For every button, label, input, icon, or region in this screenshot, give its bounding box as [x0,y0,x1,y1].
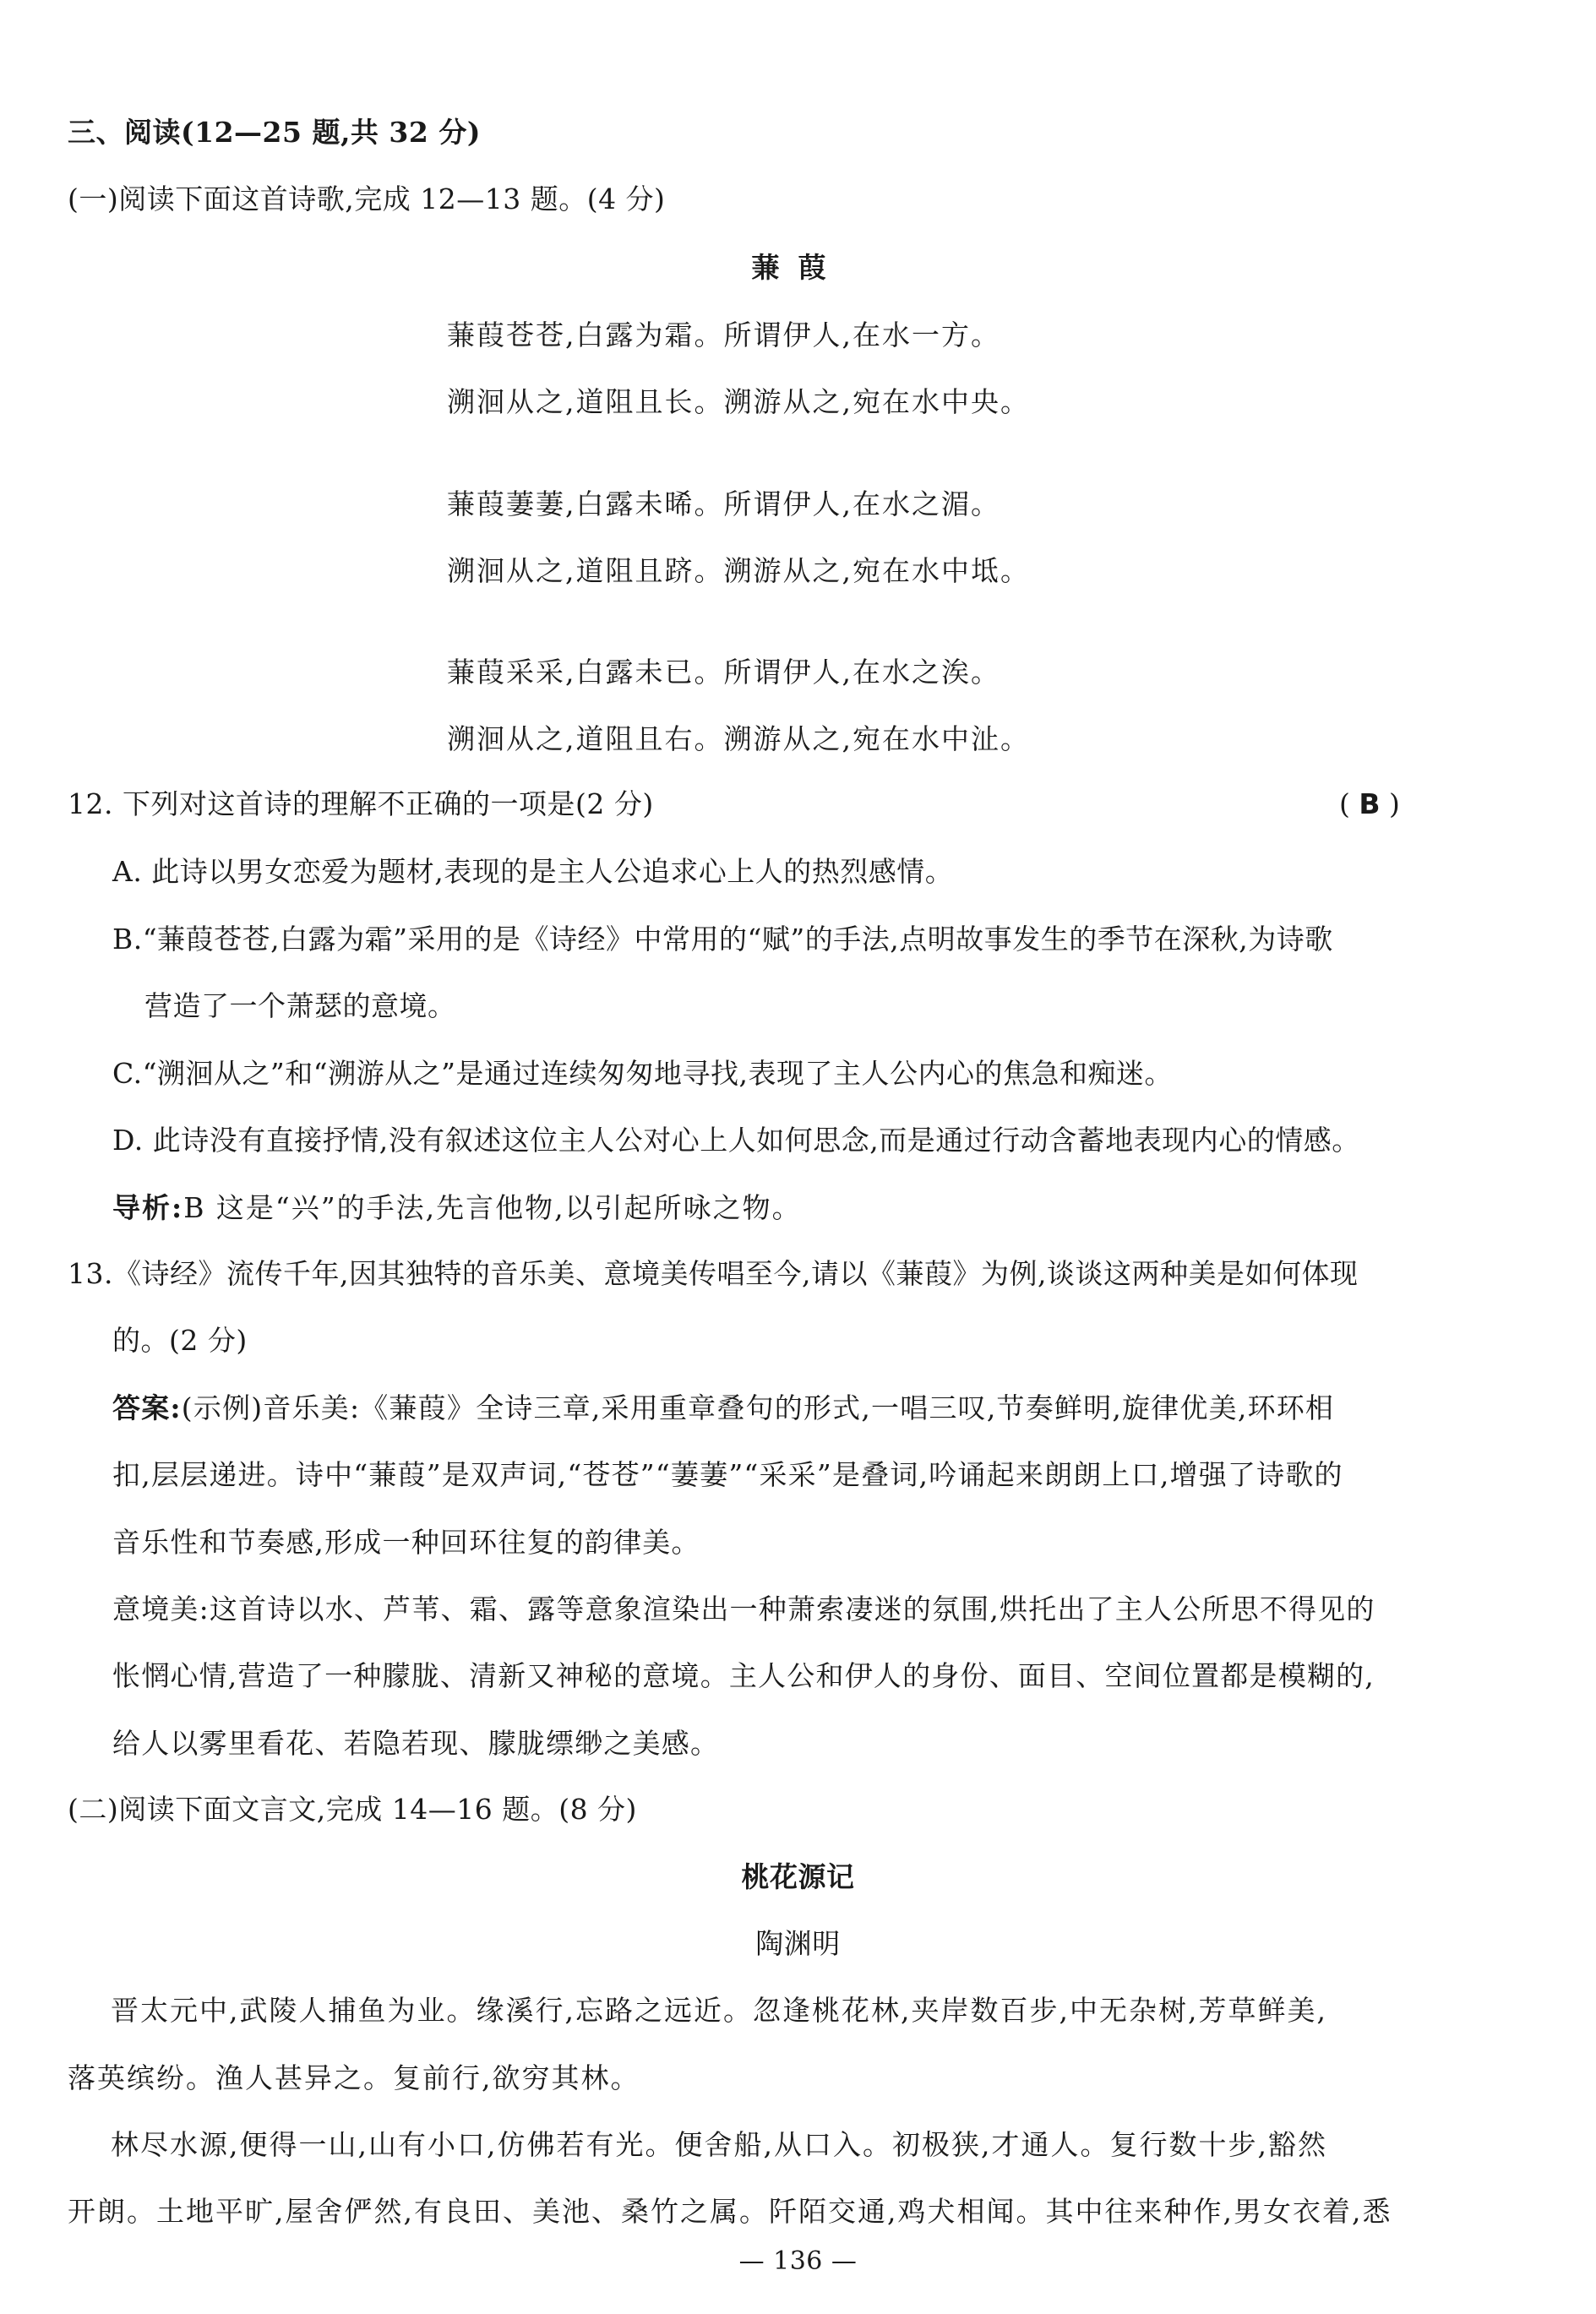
answer-label: 答案: [112,1391,182,1424]
option-d: D. 此诗没有直接抒情,没有叙述这位主人公对心上人如何思念,而是通过行动含蓄地表现内心的情感。 [112,1124,1360,1157]
analysis-label: 导析: [112,1191,184,1224]
poem-line: 溯洄从之,道阻且跻。溯游从之,宛在水中坻。 [447,554,1030,587]
analysis-text: B 这是“兴”的手法,先言他物,以引起所咏之物。 [183,1191,802,1224]
question-13-stem-cont: 的。(2 分) [112,1324,248,1357]
option-c: C.“溯洄从之”和“溯游从之”是通过连续匆匆地寻找,表现了主人公内心的焦急和痴迷。 [112,1057,1174,1090]
poem-line: 溯洄从之,道阻且长。溯游从之,宛在水中央。 [447,385,1030,418]
question-13-stem: 13.《诗经》流传千年,因其独特的音乐美、意境美传唱至今,请以《蒹葭》为例,谈谈这两种美是如何体现 [68,1257,1359,1290]
answer-open-paren: ( [1339,787,1359,820]
answer-line: 怅惘心情,营造了一种朦胧、清新又神秘的意境。主人公和伊人的身份、面目、空间位置都是模糊的, [112,1659,1375,1692]
page-number: — 136 — [738,2246,858,2276]
poem-line: 溯洄从之,道阻且右。溯游从之,宛在水中沚。 [447,722,1030,755]
poem-line: 蒹葭苍苍,白露为霜。所谓伊人,在水一方。 [447,319,1000,351]
poem-line: 蒹葭采采,白露未已。所谓伊人,在水之涘。 [447,656,1000,689]
answer-line: 音乐性和节奏感,形成一种回环往复的韵律美。 [112,1526,700,1559]
question-12-answer-box [1339,787,1400,820]
answer-line: 给人以雾里看花、若隐若现、朦胧缥缈之美感。 [112,1727,720,1760]
text-paragraph-line: 林尽水源,便得一山,山有小口,仿佛若有光。便舍船,从口入。初极狭,才通人。复行数十步,豁然 [111,2128,1327,2161]
option-b-cont: 营造了一个萧瑟的意境。 [144,989,456,1022]
question-13-answer [112,1391,1335,1424]
text-paragraph-line: 落英缤纷。渔人甚异之。复前行,欲穷其林。 [68,2061,640,2094]
part1-instruction: (一)阅读下面这首诗歌,完成 12—13 题。(4 分) [68,182,666,215]
part2-instruction: (二)阅读下面文言文,完成 14—16 题。(8 分) [68,1793,637,1826]
question-12-answer: B [1359,787,1381,820]
answer-line: 意境美:这首诗以水、芦苇、霜、露等意象渲染出一种萧索凄迷的氛围,烘托出了主人公所思不得见的 [112,1593,1375,1625]
text-title: 桃花源记 [741,1860,855,1893]
question-12-stem: 12. 下列对这首诗的理解不正确的一项是(2 分) [68,787,654,820]
answer-line: 扣,层层递进。诗中“蒹葭”是双声词,“苍苍”“萋萋”“采采”是叠词,吟诵起来朗朗上口,增强了诗歌的 [112,1458,1343,1491]
answer-line: (示例)音乐美:《蒹葭》全诗三章,采用重章叠句的形式,一唱三叹,节奏鲜明,旋律优美,环环相 [181,1391,1335,1424]
poem-title: 蒹葭 [751,251,845,284]
answer-close-paren: ) [1380,787,1400,820]
poem-line: 蒹葭萋萋,白露未晞。所谓伊人,在水之湄。 [447,487,1000,520]
text-paragraph-line: 开朗。土地平旷,屋舍俨然,有良田、美池、桑竹之属。阡陌交通,鸡犬相闻。其中往来种作,男女衣着,悉 [68,2195,1392,2228]
section-heading: 三、阅读(12—25 题,共 32 分) [68,116,481,149]
text-paragraph-line: 晋太元中,武陵人捕鱼为业。缘溪行,忘路之远近。忽逢桃花林,夹岸数百步,中无杂树,芳草鲜美, [111,1994,1327,2027]
question-12-analysis [112,1191,802,1224]
option-b: B.“蒹葭苍苍,白露为霜”采用的是《诗经》中常用的“赋”的手法,点明故事发生的季节在深秋,为诗歌 [112,923,1333,956]
option-a: A. 此诗以男女恋爱为题材,表现的是主人公追求心上人的热烈感情。 [112,855,954,888]
text-author: 陶渊明 [755,1927,841,1960]
